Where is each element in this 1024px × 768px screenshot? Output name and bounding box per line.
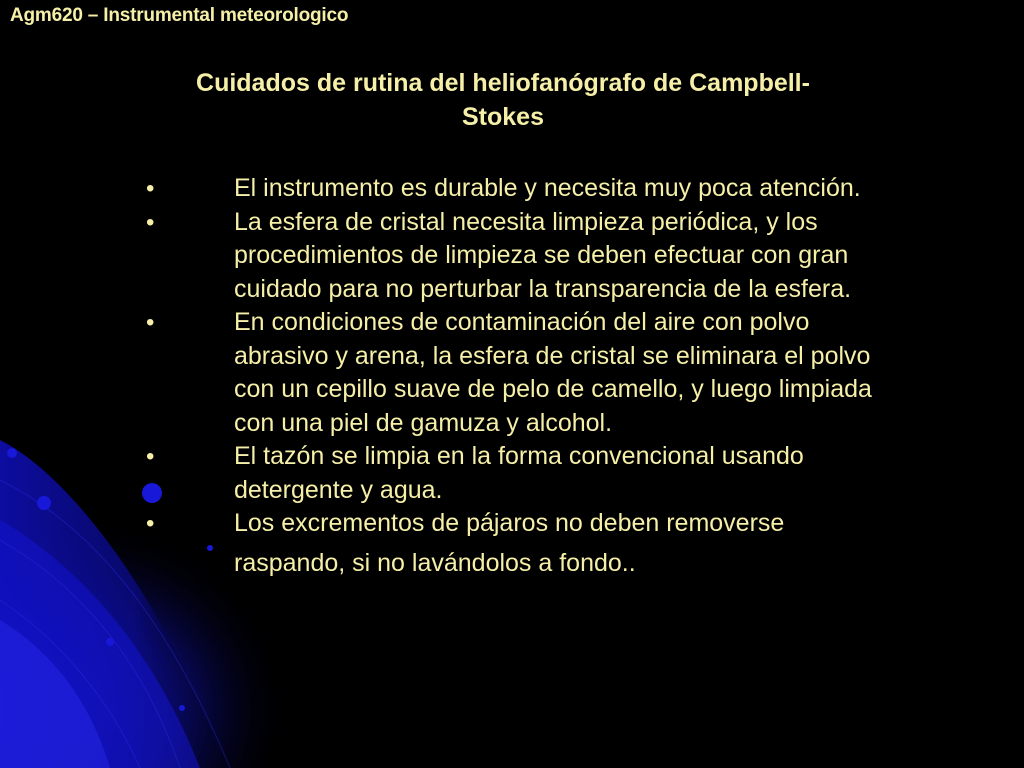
bullet-item [140, 306, 890, 440]
bullet-text: El instrumento es durable y necesita muy poca atención. [234, 174, 861, 202]
bullet-item [140, 172, 890, 206]
decor-dot [7, 448, 17, 458]
bullet-icon: • [146, 443, 155, 470]
bullet-icon: • [146, 208, 155, 236]
bullet-icon: • [146, 510, 155, 537]
slide-title-line-2: Stokes [462, 103, 544, 131]
bullet-text: El tazón se limpia en la forma convencional usando detergente y agua. [234, 442, 804, 504]
decor-dot [106, 638, 114, 646]
bullet-icon: • [146, 175, 155, 202]
bullet-item [140, 507, 890, 580]
bullet-list [140, 172, 890, 580]
slide-title-line-1: Cuidados de rutina del heliofanógrafo de Campbell- [196, 69, 810, 97]
bullet-text: En condiciones de contaminación del aire con polvo abrasivo y arena, la esfera de cristal se eliminara el polvo con un cepillo suave de pelo de camello, y luego limpiada con una piel de gamuza y alcohol. [234, 308, 872, 437]
decor-dot [37, 496, 51, 510]
bullet-text-continuation: raspando, si no lavándolos a fondo.. [234, 548, 636, 577]
bullet-icon: • [146, 309, 155, 336]
header-label: Agm620 – Instrumental meteorologico [10, 5, 349, 26]
bullet-item [140, 440, 890, 507]
bullet-text: La esfera de cristal necesita limpieza periódica, y los procedimientos de limpieza se deben efectuar con gran cuidado para no perturbar la transparencia de la esfera. [234, 207, 852, 303]
bullet-item [140, 206, 890, 307]
slide-title [150, 66, 856, 134]
decor-dot [179, 705, 185, 711]
bullet-text: Los excrementos de pájaros no deben removerse [234, 509, 785, 537]
